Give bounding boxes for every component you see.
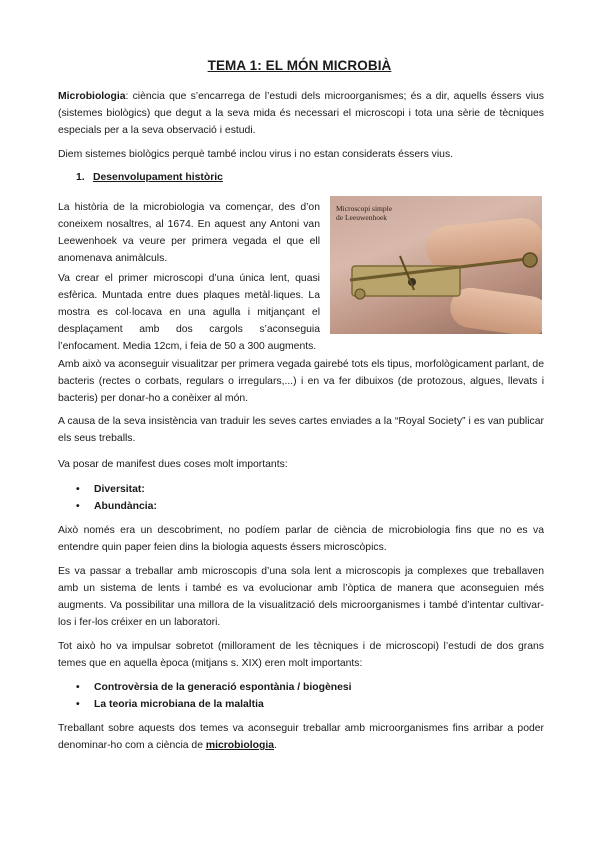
page-title: TEMA 1: EL MÓN MICROBIÀ [207, 58, 392, 73]
photo-caption-line-1: Microscopi simple [336, 204, 393, 213]
history-paragraph-8: Tot això ho va impulsar sobretot (millorament de les tècniques i de microscopi) l’estudi de dos grans temes que en aquella època (mitjans s. XIX) eren molt importants: [58, 641, 544, 669]
list-item: • Controvèrsia de la generació espontània / biogènesi [76, 682, 352, 693]
history-paragraph-4: A causa de la seva insistència van traduir les seves cartes enviades a la “Royal Society” i es van publicar els seus treballs. [58, 416, 544, 444]
topics-list [58, 679, 352, 713]
history-paragraph-1: La història de la microbiologia va començar, des d’on coneixem nosaltres, al 1674. En aquest any Antoni van Leewenhoek va veure per primera vegada el que ell anomenava animàlculs. [58, 202, 320, 264]
intro-paragraph [58, 88, 544, 139]
history-paragraph-2: Va crear el primer microscopi d’una única lent, quasi esfèrica. Muntada entre dues plaques metàl·liques. La mostra es col·locava en una agulla i mitjançant el desplaçament amb dos cargols s’aconseguia l’enfocament. Media 12cm, i feia de 50 a 300 augments. [58, 273, 320, 352]
intro-note: Diem sistemes biològics perquè també inclou virus i no estan considerats éssers vius. [58, 149, 454, 160]
microbiologia-term: microbiologia [205, 740, 274, 751]
list-item: • Abundància: [76, 501, 157, 512]
history-paragraph-3: Amb això va aconseguir visualitzar per primera vegada gairebé tots els tipus, morfològicament parlant, de bacteris (rectes o corbats, regulars o irregulars,...) i en va fer dibuixos (de protozous, algues, llevats i bacteris) per donar-ho a conèixer al món. [58, 359, 544, 404]
history-paragraph-5: Va posar de manifest dues coses molt importants: [58, 459, 288, 470]
intro-definition: : ciència que s’encarrega de l’estudi dels microorganismes; és a dir, aquells éssers vius (sistemes biològics) que degut a la seva mida és necessari el microscopi i tota una sèrie de tècniques especials per a la seva observació i estudi. [58, 91, 544, 136]
importance-list [58, 481, 157, 515]
intro-term: Microbiologia [58, 91, 126, 102]
microscope-photo [330, 196, 542, 334]
section-heading [76, 172, 223, 183]
list-item: • Diversitat: [76, 484, 145, 495]
history-paragraph-7: Es va passar a treballar amb microscopis d’una sola lent a microscopis ja complexes que treballaven amb un sistema de lents i també es va evolucionar amb l’òptica de manera que aconseguien més augments. Va possibilitar una millora de la visualització dels microorganismes i també d’intentar cultivar-los i fer-los créixer en un laboratori. [58, 566, 544, 628]
microscope-drawing [330, 196, 542, 334]
photo-caption-line-2: de Leeuwenhoek [336, 213, 388, 222]
list-item: • La teoria microbiana de la malaltia [76, 699, 264, 710]
section-title: Desenvolupament històric [93, 172, 223, 183]
history-paragraph-9: Treballant sobre aquests dos temes va aconseguir treballar amb microorganismes fins arribar a poder denominar-ho com a ciència de microbiologia. [58, 723, 544, 751]
history-paragraph-6: Això només era un descobriment, no podíem parlar de ciència de microbiologia fins que no es va entendre quin paper feien dins la biologia aquests éssers microscòpics. [58, 525, 544, 553]
section-number: 1. [76, 172, 85, 183]
